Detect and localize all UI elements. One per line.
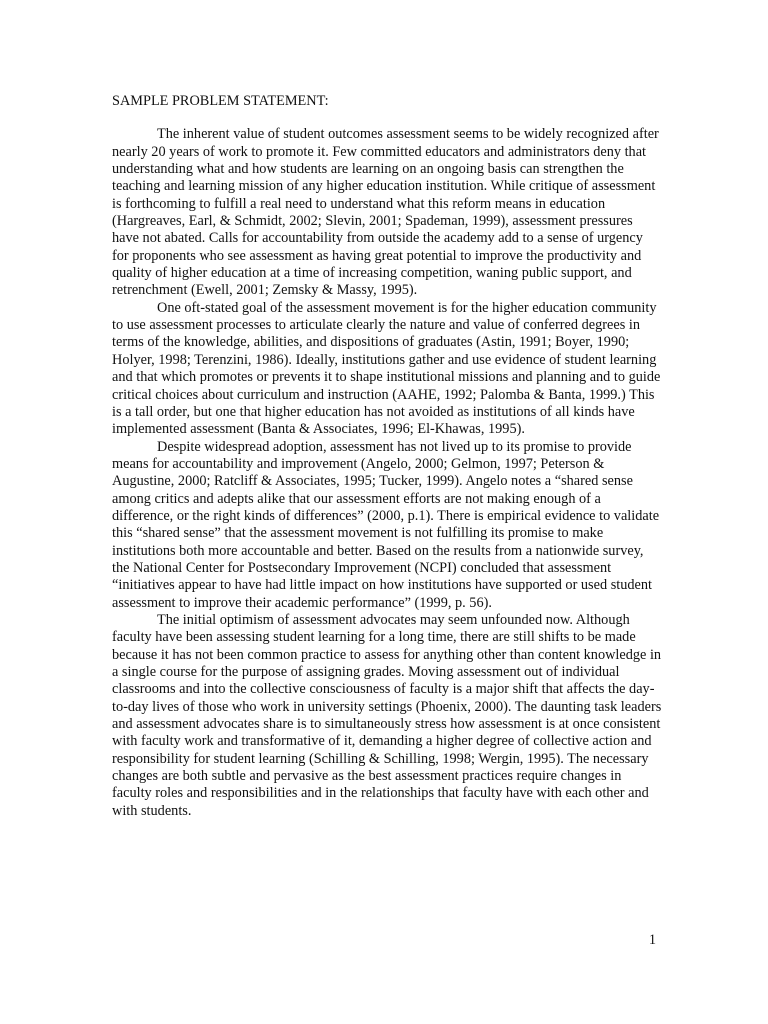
paragraph-1: The inherent value of student outcomes assessment seems to be widely recognized after nearly 20 years of work to promote it. Few committed educators and administrators deny that understanding what and how students are learning on an ongoing basis can strengthen the teaching and learning mission of any higher education institution. While critique of assessment is forthcoming to fulfill a real need to understand what this reform means in education (Hargreaves, Earl, & Schmidt, 2002; Slevin, 2001; Spademan, 1999), assessment pressures have not abated. Calls for accountability from outside the academy add to a sense of urgency for proponents who see assessment as having great potential to improve the productivity and quality of higher education at a time of increasing competition, waning public support, and retrenchment (Ewell, 2001; Zemsky & Massy, 1995).: [112, 126, 659, 299]
page-title: SAMPLE PROBLEM STATEMENT:: [112, 93, 329, 109]
paragraph-2: One oft-stated goal of the assessment movement is for the higher education community to use assessment processes to articulate clearly the nature and value of conferred degrees in terms of the knowledge, abilities, and dispositions of graduates (Astin, 1991; Boyer, 1990; Holyer, 1998; Terenzini, 1986). Ideally, institutions gather and use evidence of student learning and that which promotes or prevents it to shape institutional missions and planning and to guide critical choices about curriculum and instruction (AAHE, 1992; Palomba & Banta, 1999.) This is a tall order, but one that higher education has not avoided as institutions of all kinds have implemented assessment (Banta & Associates, 1996; El-Khawas, 1995).: [112, 299, 661, 438]
page-number: 1: [648, 932, 656, 948]
paragraph-3: Despite widespread adoption, assessment has not lived up to its promise to provide means for accountability and improvement (Angelo, 2000; Gelmon, 1997; Peterson & Augustine, 2000; Ratcliff & Associates, 1995; Tucker, 1999). Angelo notes a “shared sense among critics and adepts alike that our assessment efforts are not making enough of a difference, or the right kinds of differences” (2000, p.1). There is empirical evidence to validate this “shared sense” that the assessment movement is not fulfilling its promise to make institutions both more accountable and better. Based on the results from a nationwide survey, the National Center for Postsecondary Improvement (NCPI) concluded that assessment “initiatives appear to have had little impact on how institutions have supported or used student assessment to improve their academic performance” (1999, p. 56).: [112, 438, 660, 611]
paragraph-4: The initial optimism of assessment advocates may seem unfounded now. Although faculty have been assessing student learning for a long time, there are still shifts to be made because it has not been common practice to assess for anything other than content knowledge in a single course for the purpose of assigning grades. Moving assessment out of individual classrooms and into the collective consciousness of faculty is a major shift that affects the day-to-day lives of those who work in university settings (Phoenix, 2000). The daunting task leaders and assessment advocates share is to simultaneously stress how assessment is at once consistent with faculty work and transformative of it, demanding a higher degree of collective action and responsibility for student learning (Schilling & Schilling, 1998; Wergin, 1995). The necessary changes are both subtle and pervasive as the best assessment practices require changes in faculty roles and responsibilities and in the relationships that faculty have with each other and with students.: [112, 611, 662, 819]
document-body: [112, 93, 662, 820]
